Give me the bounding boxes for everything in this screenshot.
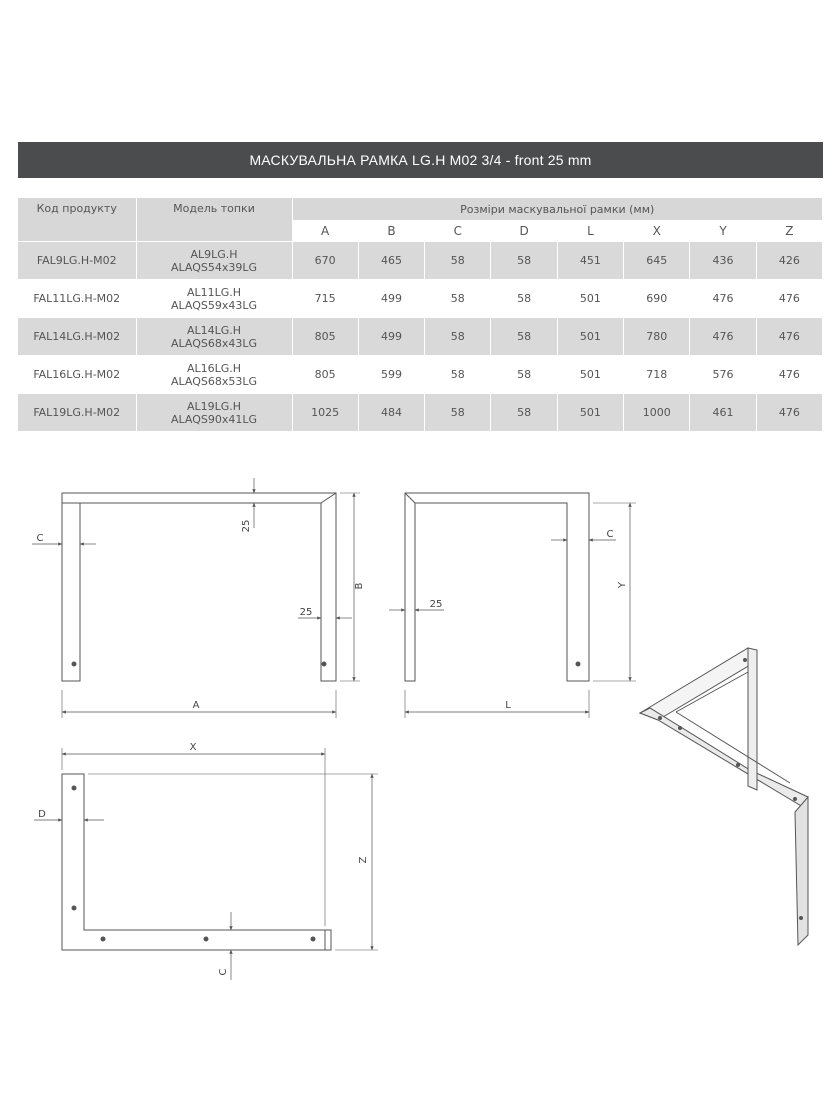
dim-value: 476 xyxy=(690,280,756,318)
col-header-dims: Розміри маскувальної рамки (мм) xyxy=(292,198,823,221)
dim-label-y: Y xyxy=(617,581,628,589)
dim-value: 501 xyxy=(557,280,623,318)
model-alt: ALAQS68x43LG xyxy=(170,336,258,350)
dim-value: 599 xyxy=(358,356,424,394)
front-view xyxy=(32,478,360,718)
mount-hole xyxy=(659,717,662,720)
side-frame-outline xyxy=(405,493,589,681)
dim-header: C xyxy=(425,221,491,242)
dim-value: 718 xyxy=(624,356,690,394)
dim-value: 499 xyxy=(358,318,424,356)
dim-header: Z xyxy=(756,221,822,242)
dim-value: 58 xyxy=(491,394,557,432)
isometric-view xyxy=(640,648,808,945)
dim-value: 58 xyxy=(491,356,557,394)
dim-value: 499 xyxy=(358,280,424,318)
mount-hole xyxy=(744,659,747,662)
dim-value: 58 xyxy=(491,242,557,280)
col-header-code: Код продукту xyxy=(18,198,136,242)
model-alt: ALAQS54x39LG xyxy=(170,260,258,274)
mount-hole xyxy=(576,662,580,666)
mount-hole xyxy=(322,662,326,666)
model-name: AL11LG.H xyxy=(186,285,242,299)
dim-value: 805 xyxy=(292,318,358,356)
col-header-model: Модель топки xyxy=(136,198,292,242)
model-name: AL16LG.H xyxy=(186,361,242,375)
dim-header: D xyxy=(491,221,557,242)
dim-label-c-top: C xyxy=(218,968,229,976)
front-frame-outline xyxy=(62,493,336,681)
dim-label-25-top: 25 xyxy=(241,519,252,533)
product-code: FAL11LG.H-M02 xyxy=(18,280,136,318)
dim-value: 426 xyxy=(756,242,822,280)
dim-value: 690 xyxy=(624,280,690,318)
dim-label-l: L xyxy=(505,700,511,711)
mount-hole xyxy=(800,917,803,920)
dim-label-25-side: 25 xyxy=(299,607,313,618)
mount-hole xyxy=(72,662,76,666)
dim-value: 58 xyxy=(425,242,491,280)
dim-value: 715 xyxy=(292,280,358,318)
model-name: AL19LG.H xyxy=(186,399,242,413)
dim-value: 476 xyxy=(756,394,822,432)
dim-header: B xyxy=(358,221,424,242)
dim-value: 58 xyxy=(425,318,491,356)
dim-header: L xyxy=(557,221,623,242)
dim-value: 461 xyxy=(690,394,756,432)
dim-header: A xyxy=(292,221,358,242)
mount-hole xyxy=(794,798,797,801)
dim-value: 436 xyxy=(690,242,756,280)
mount-hole xyxy=(737,764,740,767)
dim-label-a: A xyxy=(192,700,200,711)
dim-label-c: C xyxy=(36,533,44,544)
top-view xyxy=(34,748,378,980)
model-name: AL14LG.H xyxy=(186,323,242,337)
iso-leg xyxy=(795,797,808,945)
top-frame-outline xyxy=(62,774,331,950)
dim-header: X xyxy=(624,221,690,242)
dim-value: 501 xyxy=(557,318,623,356)
mount-hole xyxy=(311,937,315,941)
model-alt: ALAQS59x43LG xyxy=(170,298,258,312)
model-alt: ALAQS90x41LG xyxy=(170,412,258,426)
dim-value: 58 xyxy=(491,318,557,356)
dim-value: 501 xyxy=(557,356,623,394)
page-title: МАСКУВАЛЬНА РАМКА LG.H M02 3/4 - front 25 mm xyxy=(18,142,823,178)
mount-hole xyxy=(679,727,682,730)
dim-value: 1000 xyxy=(624,394,690,432)
dim-value: 58 xyxy=(425,280,491,318)
product-code: FAL19LG.H-M02 xyxy=(18,394,136,432)
mount-hole xyxy=(72,786,76,790)
product-code: FAL16LG.H-M02 xyxy=(18,356,136,394)
dim-value: 476 xyxy=(690,318,756,356)
dim-label-d: D xyxy=(38,809,46,820)
dim-value: 780 xyxy=(624,318,690,356)
dim-label-z: Z xyxy=(358,856,369,864)
iso-back-leg xyxy=(748,648,757,790)
dim-value: 501 xyxy=(557,394,623,432)
mount-hole xyxy=(204,937,208,941)
dim-value: 645 xyxy=(624,242,690,280)
product-code: FAL9LG.H-M02 xyxy=(18,242,136,280)
dim-value: 476 xyxy=(756,280,822,318)
dim-value: 1025 xyxy=(292,394,358,432)
dim-value: 451 xyxy=(557,242,623,280)
mount-hole xyxy=(72,906,76,910)
dim-value: 670 xyxy=(292,242,358,280)
mount-hole xyxy=(101,937,105,941)
dim-value: 484 xyxy=(358,394,424,432)
dim-value: 576 xyxy=(690,356,756,394)
dim-value: 805 xyxy=(292,356,358,394)
dim-value: 476 xyxy=(756,318,822,356)
dim-value: 58 xyxy=(425,356,491,394)
dim-value: 476 xyxy=(756,356,822,394)
iso-top-arm-left xyxy=(640,648,755,720)
iso-inner-edge xyxy=(676,712,790,783)
dim-label-c-side: C xyxy=(606,529,614,540)
iso-top-arm-right xyxy=(640,708,808,810)
dim-value: 465 xyxy=(358,242,424,280)
dim-label-x: X xyxy=(189,742,197,753)
dim-header: Y xyxy=(690,221,756,242)
side-view xyxy=(389,493,636,718)
dim-label-25-side-view: 25 xyxy=(429,599,443,610)
dim-value: 58 xyxy=(425,394,491,432)
dim-label-b: B xyxy=(354,582,365,590)
product-code: FAL14LG.H-M02 xyxy=(18,318,136,356)
model-name: AL9LG.H xyxy=(190,247,238,261)
dim-value: 58 xyxy=(491,280,557,318)
model-alt: ALAQS68x53LG xyxy=(170,374,258,388)
